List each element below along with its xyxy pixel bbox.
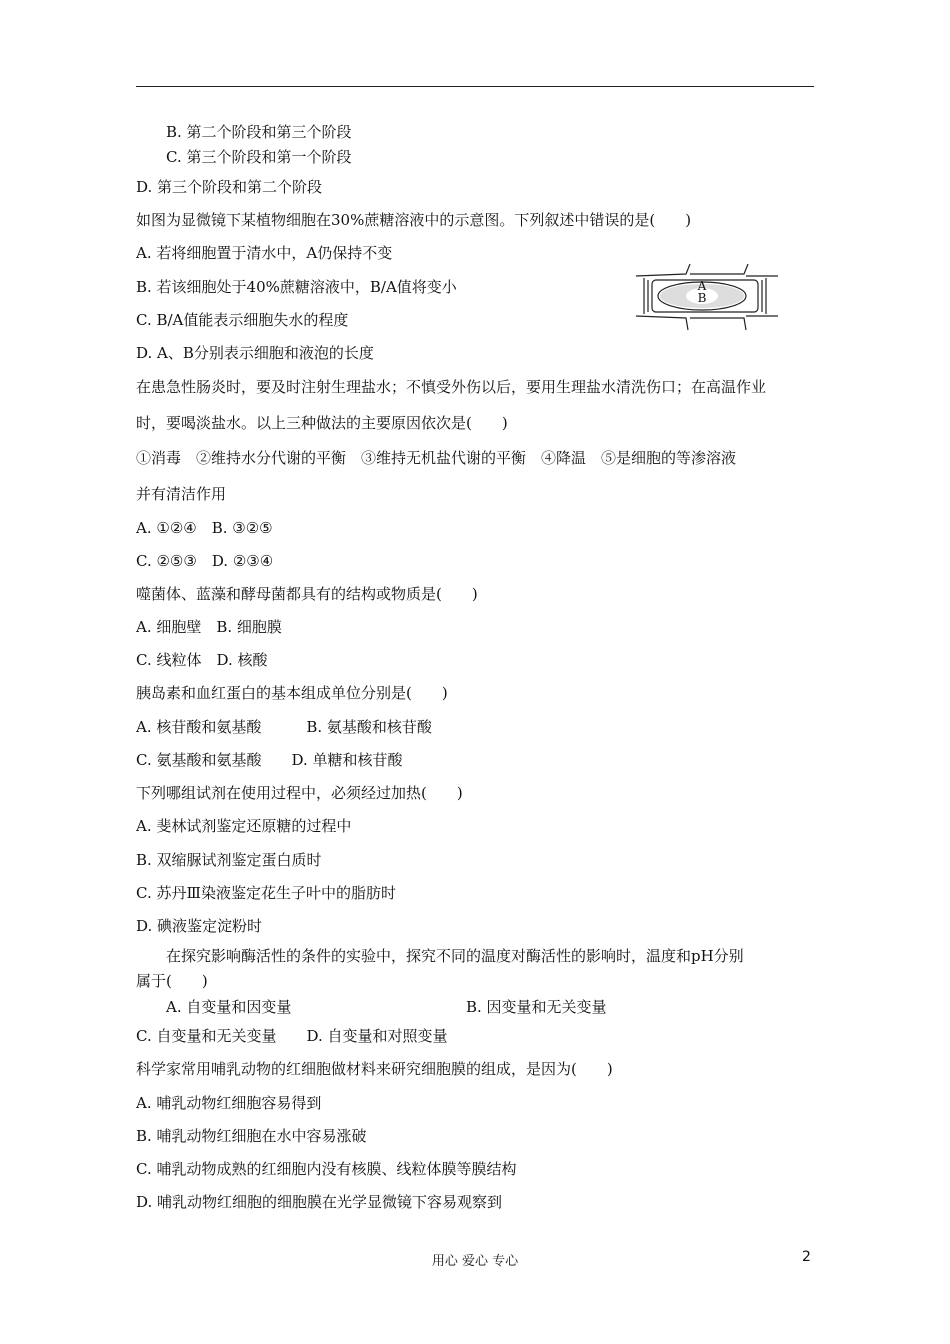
question-stem: 在患急性肠炎时，要及时注射生理盐水；不慎受外伤以后，要用生理盐水清洗伤口；在高温作业: [136, 378, 767, 396]
q-option-c: C. 第三个阶段和第一个阶段: [166, 148, 352, 166]
choice-list: ①消毒 ②维持水分代谢的平衡 ③维持无机盐代谢的平衡 ④降温 ⑤是细胞的等渗溶液: [136, 449, 737, 467]
question-stem: 科学家常用哺乳动物的红细胞做材料来研究细胞膜的组成，是因为( ): [136, 1060, 613, 1078]
q-option-b: B. 双缩脲试剂鉴定蛋白质时: [136, 851, 322, 869]
footer-text: 用心 爱心 专心: [431, 1254, 519, 1269]
q-option-d: D. 碘液鉴定淀粉时: [136, 917, 263, 935]
q-options-ab: A. 细胞壁 B. 细胞膜: [136, 618, 282, 636]
q-option-c: C. 苏丹Ⅲ染液鉴定花生子叶中的脂肪时: [136, 884, 396, 902]
q-options-cd: C. 氨基酸和氨基酸 D. 单糖和核苷酸: [136, 751, 403, 769]
q-options-cd: C. ②⑤③ D. ②③④: [136, 552, 274, 570]
q-options-cd: C. 线粒体 D. 核酸: [136, 651, 268, 669]
q-option-b: B. 第二个阶段和第三个阶段: [166, 123, 352, 141]
q-options-cd: C. 自变量和无关变量 D. 自变量和对照变量: [136, 1027, 448, 1045]
page-number: 2: [802, 1249, 811, 1265]
q-option-d: D. 哺乳动物红细胞的细胞膜在光学显微镜下容易观察到: [136, 1193, 503, 1211]
plant-cell-figure: [634, 262, 780, 332]
q-option-a: A. 哺乳动物红细胞容易得到: [136, 1094, 322, 1112]
q-options-ab: A. 核苷酸和氨基酸 B. 氨基酸和核苷酸: [136, 718, 432, 736]
q-option-a: A. 若将细胞置于清水中，A仍保持不变: [136, 244, 393, 262]
question-stem: 下列哪组试剂在使用过程中，必须经过加热( ): [136, 784, 463, 802]
question-stem-cont: 属于( ): [136, 972, 208, 990]
question-stem-cont: 时，要喝淡盐水。以上三种做法的主要原因依次是( ): [136, 414, 508, 432]
q-options-ab: A. ①②④ B. ③②⑤: [136, 519, 273, 537]
question-stem: 胰岛素和血红蛋白的基本组成单位分别是( ): [136, 684, 448, 702]
question-stem: 在探究影响酶活性的条件的实验中，探究不同的温度对酶活性的影响时，温度和pH分别: [166, 947, 744, 965]
q-option-b: B. 若该细胞处于40%蔗糖溶液中，B/A值将变小: [136, 278, 457, 296]
header-rule: [136, 86, 814, 87]
q-option-c: C. B/A值能表示细胞失水的程度: [136, 311, 349, 329]
q-option-a: A. 自变量和因变量: [166, 998, 292, 1016]
choice-list-cont: 并有清洁作用: [136, 485, 227, 503]
q-option-b: B. 哺乳动物红细胞在水中容易涨破: [136, 1127, 367, 1145]
q-option-d: D. 第三个阶段和第二个阶段: [136, 178, 323, 196]
question-stem: 如图为显微镜下某植物细胞在30%蔗糖溶液中的示意图。下列叙述中错误的是( ): [136, 211, 692, 229]
figure-label-a: A: [697, 279, 707, 293]
q-option-c: C. 哺乳动物成熟的红细胞内没有核膜、线粒体膜等膜结构: [136, 1160, 517, 1178]
question-stem: 噬菌体、蓝藻和酵母菌都具有的结构或物质是( ): [136, 585, 478, 603]
q-option-a: A. 斐林试剂鉴定还原糖的过程中: [136, 817, 352, 835]
q-option-b: B. 因变量和无关变量: [466, 998, 607, 1016]
q-option-d: D. A、B分别表示细胞和液泡的长度: [136, 344, 374, 362]
figure-label-b: B: [697, 291, 707, 305]
